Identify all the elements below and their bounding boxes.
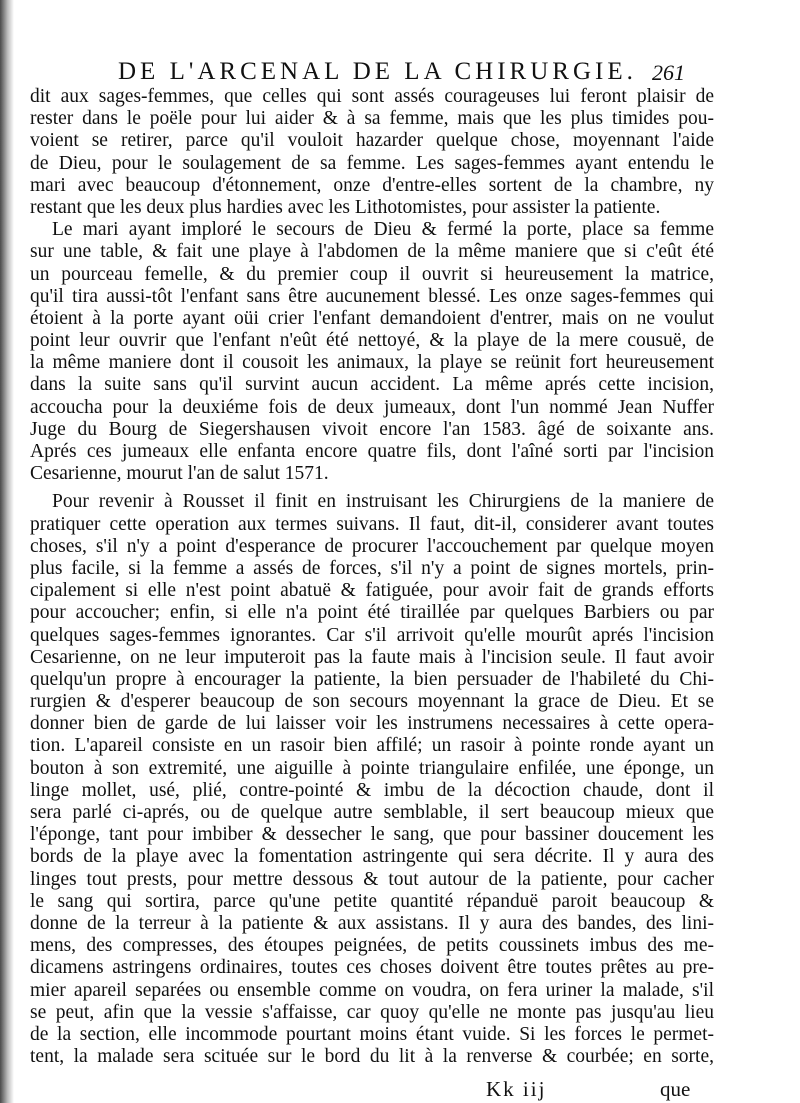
body-text [30,86,714,1068]
text-line: bords de la playe avec la fomentation astringente qui sera décrite. Il y aura des [30,846,714,868]
text-line: Juge du Bourg de Siegershausen vivoit encore l'an 1583. âgé de soixante ans. [30,418,714,440]
text-line: dit aux sages-femmes, que celles qui sont assés courageuses lui feront plaisir de [30,86,714,107]
binding-shadow [0,0,14,1103]
text-line: mier apareil separées ou ensemble comme on voudra, on fera uriner la malade, s'il [30,979,714,1001]
text-line: Le mari ayant imploré le secours de Dieu & fermé la porte, place sa femme [52,219,714,241]
text-line: dicamens astringens ordinaires, toutes ces choses doivent être toutes prêtes au pre- [30,957,714,979]
text-line: voient se retirer, parce qu'il vouloit hazarder quelque chose, moyennant l'aide [30,130,714,152]
text-line: rurgien & d'esperer beaucoup de son secours moyennant la grace de Dieu. Et se [30,691,714,713]
text-line: pratiquer cette operation aux termes suivans. Il faut, dit-il, considerer avant toutes [30,513,714,535]
text-line: choses, s'il n'y a point d'esperance de procurer l'accouchement par quelque moyen [30,535,714,557]
text-line: de Dieu, pour le soulagement de sa femme. Les sages-femmes ayant entendu le [30,152,714,174]
text-line: mari avec beaucoup d'étonnement, onze d'entre-elles sortent de la chambre, ny [30,174,714,196]
text-line: un pourceau femelle, & du premier coup il ouvrit si heureusement la matrice, [30,263,714,285]
text-line: quelqu'un propre à encourager la patiente, la bien persuader de l'habileté du Chi- [30,668,714,690]
text-line: le sang qui sortira, parce qu'une petite quantité répanduë paroit beaucoup & [30,890,714,912]
text-line: linge mollet, usé, plié, contre-pointé & imbu de la décoction chaude, dont il [30,779,714,801]
catchword: que [660,1077,691,1101]
paragraph-2 [30,219,714,485]
text-line: bouton à son extremité, une aiguille à pointe triangulaire enfilée, une éponge, un [30,757,714,779]
text-line: mens, des compresses, des étoupes peignées, de petits coussinets imbus des me- [30,935,714,957]
text-line: rester dans le poële pour lui aider & à sa femme, mais que les plus timides pou- [30,108,714,130]
text-line: sera parlé ci-aprés, ou de quelque autre semblable, il sert beaucoup mieux que [30,802,714,823]
text-line: étoient à la porte ayant oüi crier l'enfant demandoient d'entrer, mais on ne voulut [30,307,714,329]
text-line: Cesarienne, mourut l'an de salut 1571. [30,463,329,485]
paragraph-3 [30,491,714,1068]
text-line: Cesarienne, on ne leur imputeroit pas la faute mais à l'incision seule. Il faut avoir [30,646,714,668]
text-line: Pour revenir à Rousset il finit en instruisant les Chirurgiens de la maniere de [52,491,714,513]
text-line: tion. L'apareil consiste en un rasoir bien affilé; un rasoir à pointe ronde ayant un [30,735,714,757]
text-line: l'éponge, tant pour imbiber & dessecher le sang, que pour bassiner doucement les [30,824,714,846]
signature-mark: Kk iij [486,1077,547,1101]
text-line: tent, la malade sera scituée sur le bord du lit à la renverse & courbée; en sorte, [30,1046,714,1068]
paragraph-1 [30,86,714,219]
text-line: de la section, elle incommode pourtant moins étant vuide. Si les forces le permet- [30,1023,714,1045]
text-line: plus facile, si la femme a assés de forces, s'il n'y a point de signes mortels, prin- [30,557,714,579]
text-line: quelques sages-femmes ignorantes. Car s'il arrivoit qu'elle mourût aprés l'incision [30,624,714,646]
page-number: 261 [652,60,685,85]
text-line: qu'il tira aussi-tôt l'enfant sans être aucunement blessé. Les onze sages-femmes qui [30,285,714,307]
text-line: dans la suite sans qu'il survint aucun accident. La même aprés cette incision, [30,374,714,396]
text-line: restant que les deux plus hardies avec les Lithotomistes, pour assister la patiente. [30,196,661,218]
text-line: la même maniere dont il cousoit les animaux, la playe se reünit fort heureusement [30,352,714,374]
text-line: Aprés ces jumeaux elle enfanta encore quatre fils, dont l'aîné sorti par l'incision [30,441,714,462]
running-title: DE L'ARCENAL DE LA CHIRURGIE. [118,58,637,85]
text-line: point leur ouvrir que l'enfant n'eût été nettoyé, & la playe de la mere cousuë, de [30,330,714,352]
running-head [92,58,652,88]
text-line: donne de la terreur à la patiente & aux assistans. Il y aura des bandes, des lini- [30,912,714,934]
text-line: sur une table, & fait une playe à l'abdomen de la même maniere que si c'eût été [30,241,714,263]
text-line: accoucha pour la deuxiéme fois de deux jumeaux, dont l'un nommé Jean Nuffer [30,396,714,418]
text-line: linges tout prests, pour mettre dessous & tout autour de la patiente, pour cacher [30,868,714,890]
text-line: se peut, afin que la vessie s'affaisse, car quoy qu'elle ne monte pas jusqu'au lieu [30,1001,714,1023]
text-line: donner bien de garde de lui laisser voir les instrumens necessaires à cette opera- [30,713,714,735]
text-line: pour accoucher; enfin, si elle n'a point été tiraillée par quelques Barbiers ou par [30,602,714,624]
text-line: cipalement si elle n'est point abatuë & fatiguée, pour avoir fait de grands efforts [30,580,714,602]
